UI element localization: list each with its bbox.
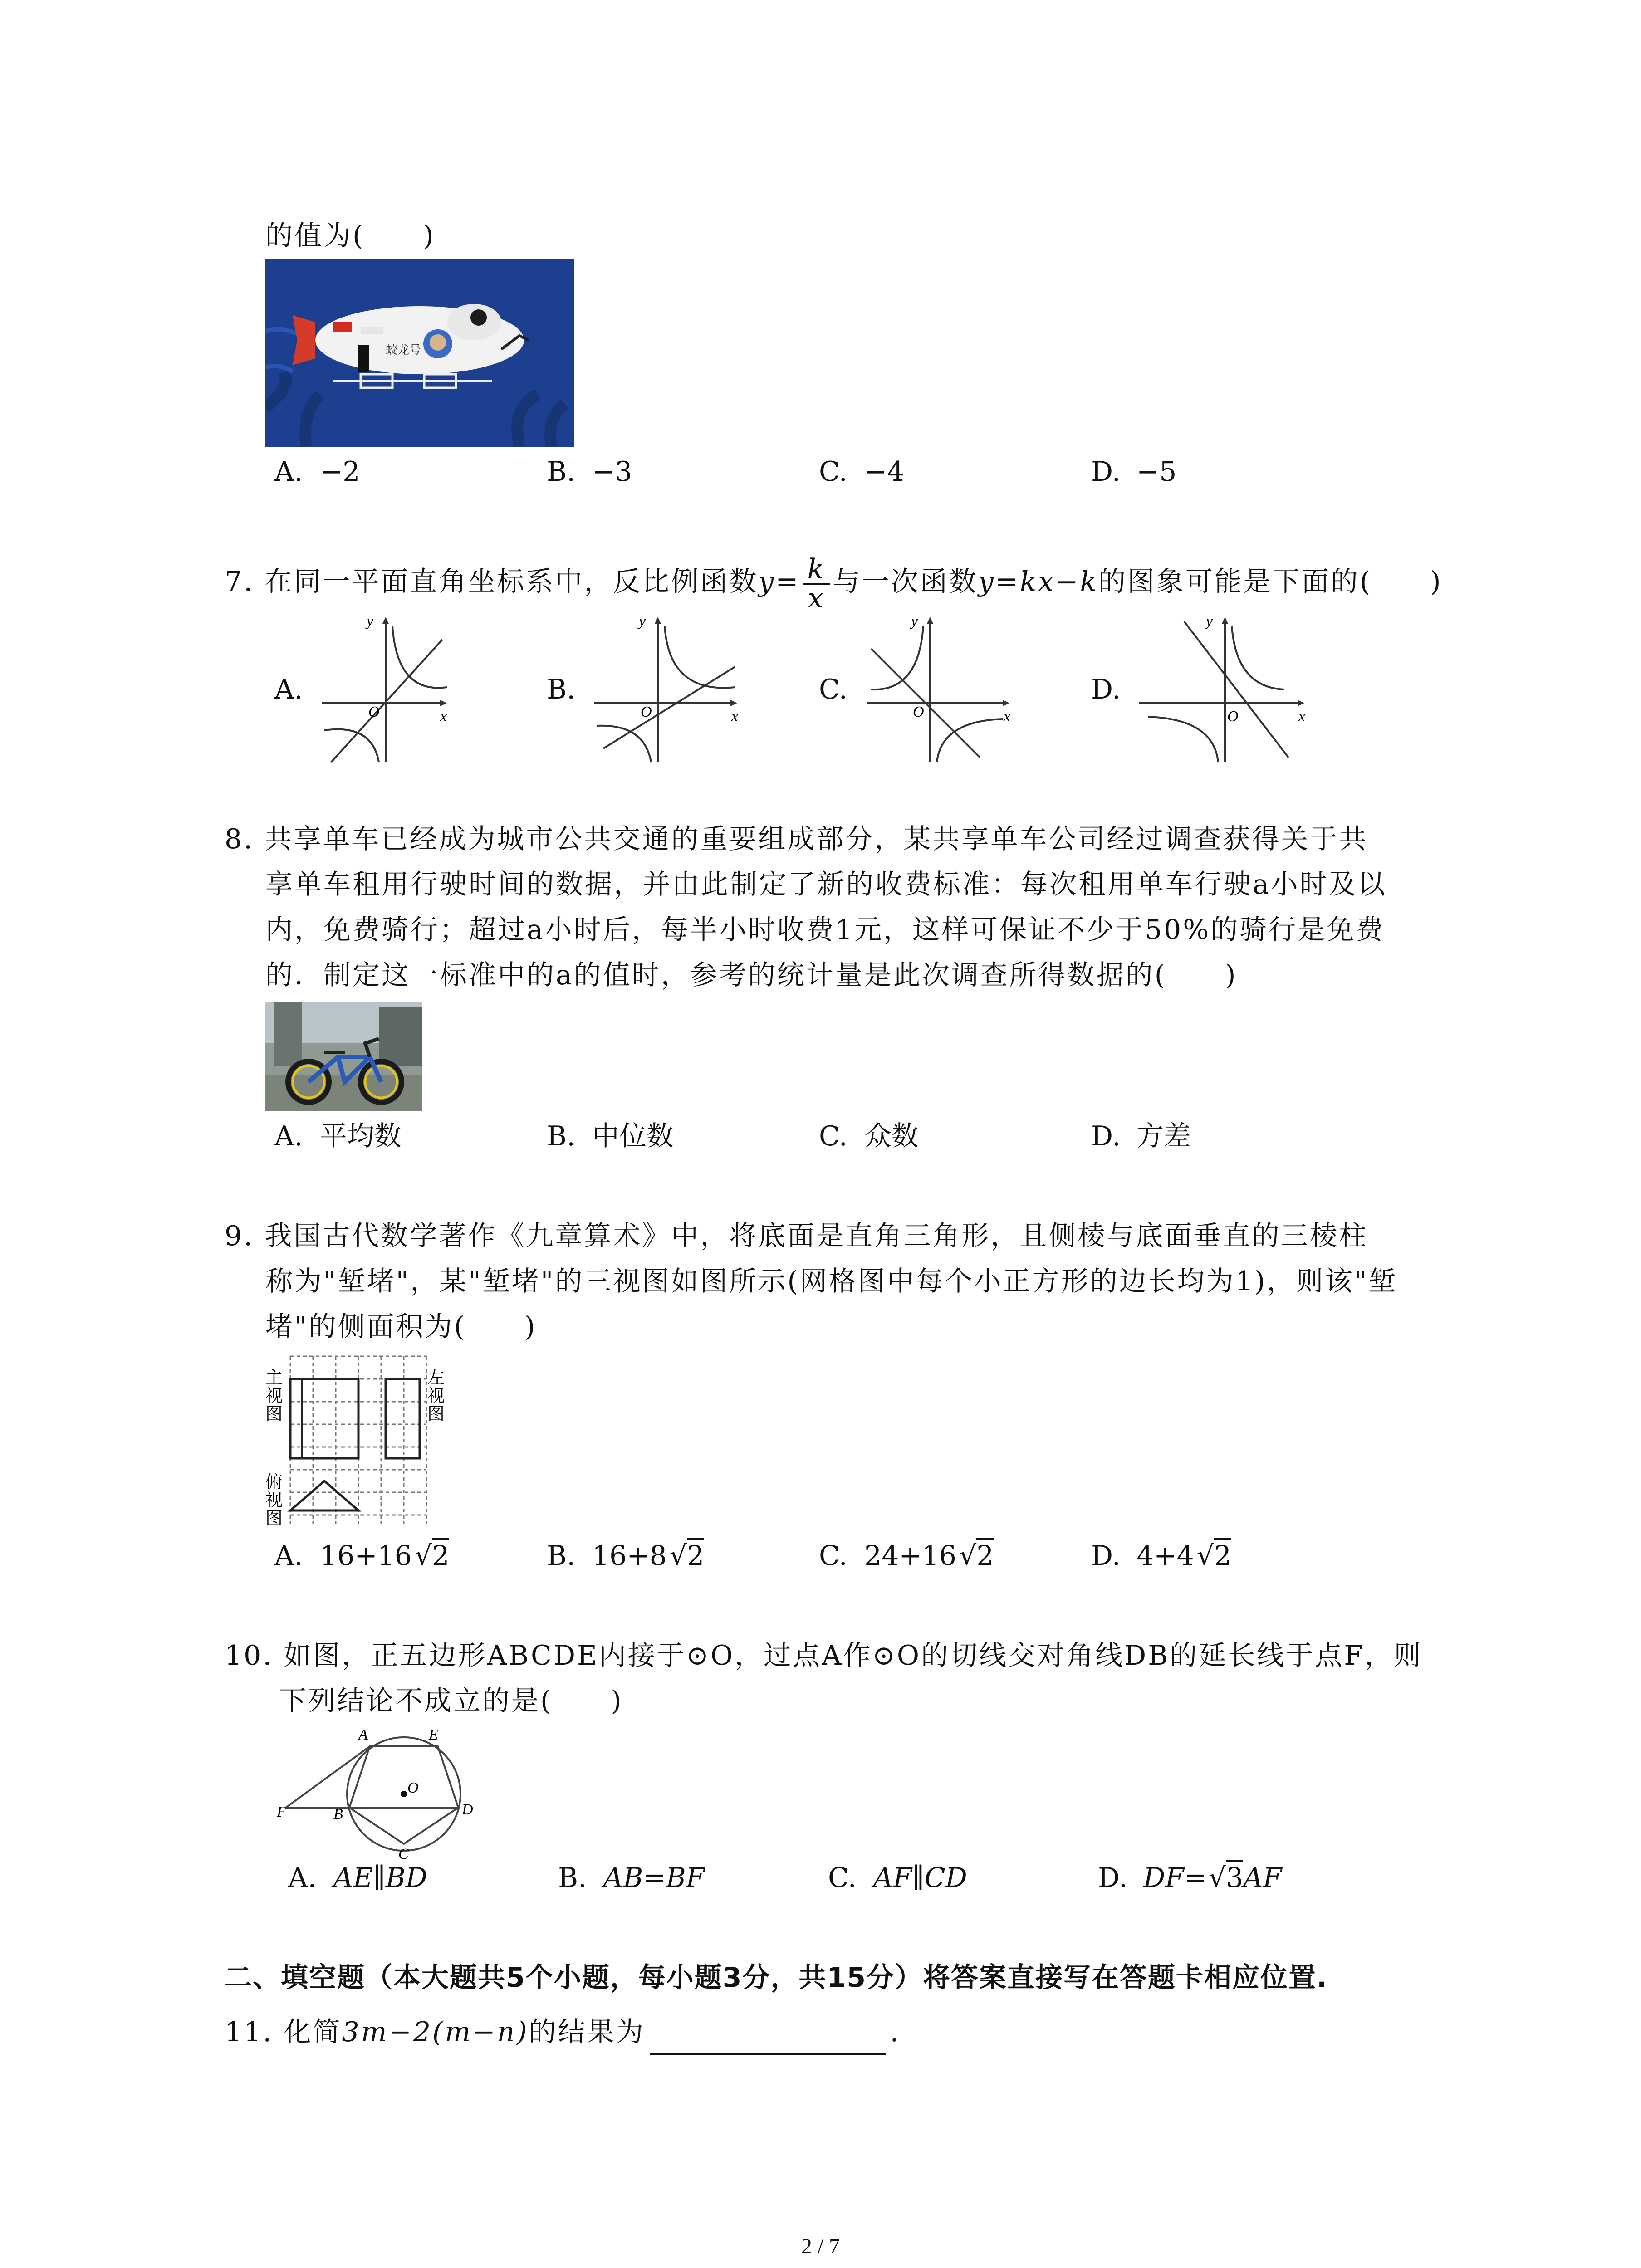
q6-option-c: C. −4: [819, 456, 905, 488]
q7-d-y: y: [1206, 613, 1213, 630]
q7-graph-b: [590, 612, 744, 767]
q10-number: 10.: [225, 1640, 274, 1672]
page-number: 2 / 7: [801, 2234, 840, 2258]
q10-point-e: E: [429, 1726, 438, 1743]
q9-top-label-1: 俯: [265, 1473, 283, 1492]
q7-option-a-label: A.: [274, 674, 303, 705]
q6-option-a: A. −2: [274, 456, 360, 488]
q7-stem: 7. 在同一平面直角坐标系中，反比例函数y= $\frac{k}{x}$ 与一次函数y=kx−k的图象可能是下面的( ): [225, 553, 1443, 614]
q7-number: 7.: [225, 566, 255, 598]
q9-option-b: B. 16+8 √2: [547, 1538, 704, 1574]
q7-a-y: y: [367, 613, 374, 630]
q7-graph-d: [1134, 612, 1316, 767]
q7-c-y: y: [911, 613, 918, 630]
q10-line-2: 下列结论不成立的是( ): [279, 1685, 623, 1717]
section-2-heading: 二、填空题（本大题共5个小题，每小题3分，共15分）将答案直接写在答题卡相应位置.: [225, 1962, 1328, 1994]
q7-d-origin: O: [1227, 708, 1239, 725]
q9-three-view-diagram: [263, 1352, 454, 1533]
q10-option-a: A. AE∥BD: [288, 1862, 428, 1894]
q7-b-y: y: [639, 613, 646, 630]
q9-front-label-1: 主: [265, 1369, 283, 1388]
q10-option-c: C. AF∥CD: [828, 1862, 967, 1894]
q10-line-1: 10. 如图，正五边形ABCDE内接于⊙O，过点A作⊙O的切线交对角线DB的延长线于点F，则: [225, 1640, 1423, 1672]
q10-point-d: D: [462, 1801, 473, 1818]
q8-bicycle-photo: [265, 1002, 422, 1111]
q10-point-c: C: [398, 1846, 409, 1860]
q9-top-label-2: 视: [265, 1491, 283, 1510]
q6-tail: 的值为( ): [265, 220, 436, 252]
q8-line-2: 享单车租用行驶时间的数据，并由此制定了新的收费标准：每次租用单车行驶a小时及以: [265, 869, 1387, 900]
q9-line-2: 称为"堑堵"，某"堑堵"的三视图如图所示(网格图中每个小正方形的边长均为1)，则该"堑: [265, 1266, 1397, 1297]
q9-option-c: C. 24+16 √2: [819, 1538, 994, 1574]
q6-submarine-image: [265, 259, 574, 447]
q6-image-label: 蛟龙号: [386, 343, 421, 357]
q9-left-label-2: 视: [427, 1387, 445, 1406]
q7-d-x: x: [1298, 708, 1306, 725]
q8-number: 8.: [225, 823, 255, 855]
q10-point-a: A: [358, 1726, 368, 1743]
q10-option-b: B. AB=BF: [558, 1862, 705, 1894]
q8-line-4: 的．制定这一标准中的a的值时，参考的统计量是此次调查所得数据的( ): [265, 959, 1238, 991]
q8-option-c: C. 众数: [819, 1120, 919, 1152]
q6-option-d: D. −5: [1091, 456, 1177, 488]
q9-front-label-2: 视: [265, 1387, 283, 1406]
q10-point-b: B: [333, 1806, 343, 1823]
q8-line-3: 内，免费骑行；超过a小时后，每半小时收费1元，这样可保证不少于50%的骑行是免费: [265, 914, 1385, 946]
q7-b-origin: O: [641, 704, 652, 720]
q9-top-label-3: 图: [265, 1509, 283, 1528]
q9-number: 9.: [225, 1220, 255, 1252]
q9-front-label-3: 图: [265, 1405, 283, 1424]
q9-left-label-3: 图: [427, 1405, 445, 1424]
q8-option-d: D. 方差: [1091, 1120, 1191, 1152]
sqrt-icon: √: [1209, 1862, 1226, 1894]
q8-line-1: 8. 共享单车已经成为城市公共交通的重要组成部分，某共享单车公司经过调查获得关于共: [225, 823, 1368, 855]
q7-c-origin: O: [913, 704, 924, 720]
q11-stem: 11. 化简3m−2(m−n)的结果为 .: [225, 2009, 901, 2055]
sqrt-icon: √: [669, 1540, 687, 1572]
q7-a-x: x: [440, 708, 447, 725]
q10-option-d: D. DF=√3AF: [1098, 1860, 1282, 1896]
q7-option-c-label: C.: [819, 674, 847, 705]
q7-c-x: x: [1004, 708, 1011, 725]
q7-graph-c: [862, 612, 1016, 767]
q9-line-1: 9. 我国古代数学著作《九章算术》中，将底面是直角三角形，且侧棱与底面垂直的三棱柱: [225, 1220, 1368, 1252]
q9-option-d: D. 4+4 √2: [1091, 1538, 1231, 1574]
q11-number: 11.: [225, 2016, 274, 2048]
sqrt-icon: √: [414, 1540, 432, 1572]
q7-option-d-label: D.: [1091, 674, 1121, 705]
q8-option-a: A. 平均数: [274, 1120, 402, 1152]
q8-option-b: B. 中位数: [547, 1120, 674, 1152]
q9-line-3: 堵"的侧面积为( ): [265, 1311, 537, 1343]
q11-answer-blank[interactable]: [650, 2021, 886, 2055]
q9-option-a: A. 16+16 √2: [274, 1538, 449, 1574]
q7-graph-a: [318, 612, 454, 767]
sqrt-icon: √: [959, 1540, 977, 1572]
q6-option-b: B. −3: [547, 456, 632, 488]
q10-point-o: O: [407, 1779, 419, 1796]
q7-b-x: x: [731, 708, 739, 725]
q10-point-f: F: [277, 1804, 286, 1820]
q7-a-origin: O: [368, 704, 380, 720]
q7-fraction: $\frac{k}{x}$: [803, 556, 830, 612]
q10-pentagon-diagram: [272, 1724, 485, 1860]
q9-left-label-1: 左: [427, 1369, 445, 1388]
q7-option-b-label: B.: [547, 674, 576, 705]
sqrt-icon: √: [1196, 1540, 1214, 1572]
